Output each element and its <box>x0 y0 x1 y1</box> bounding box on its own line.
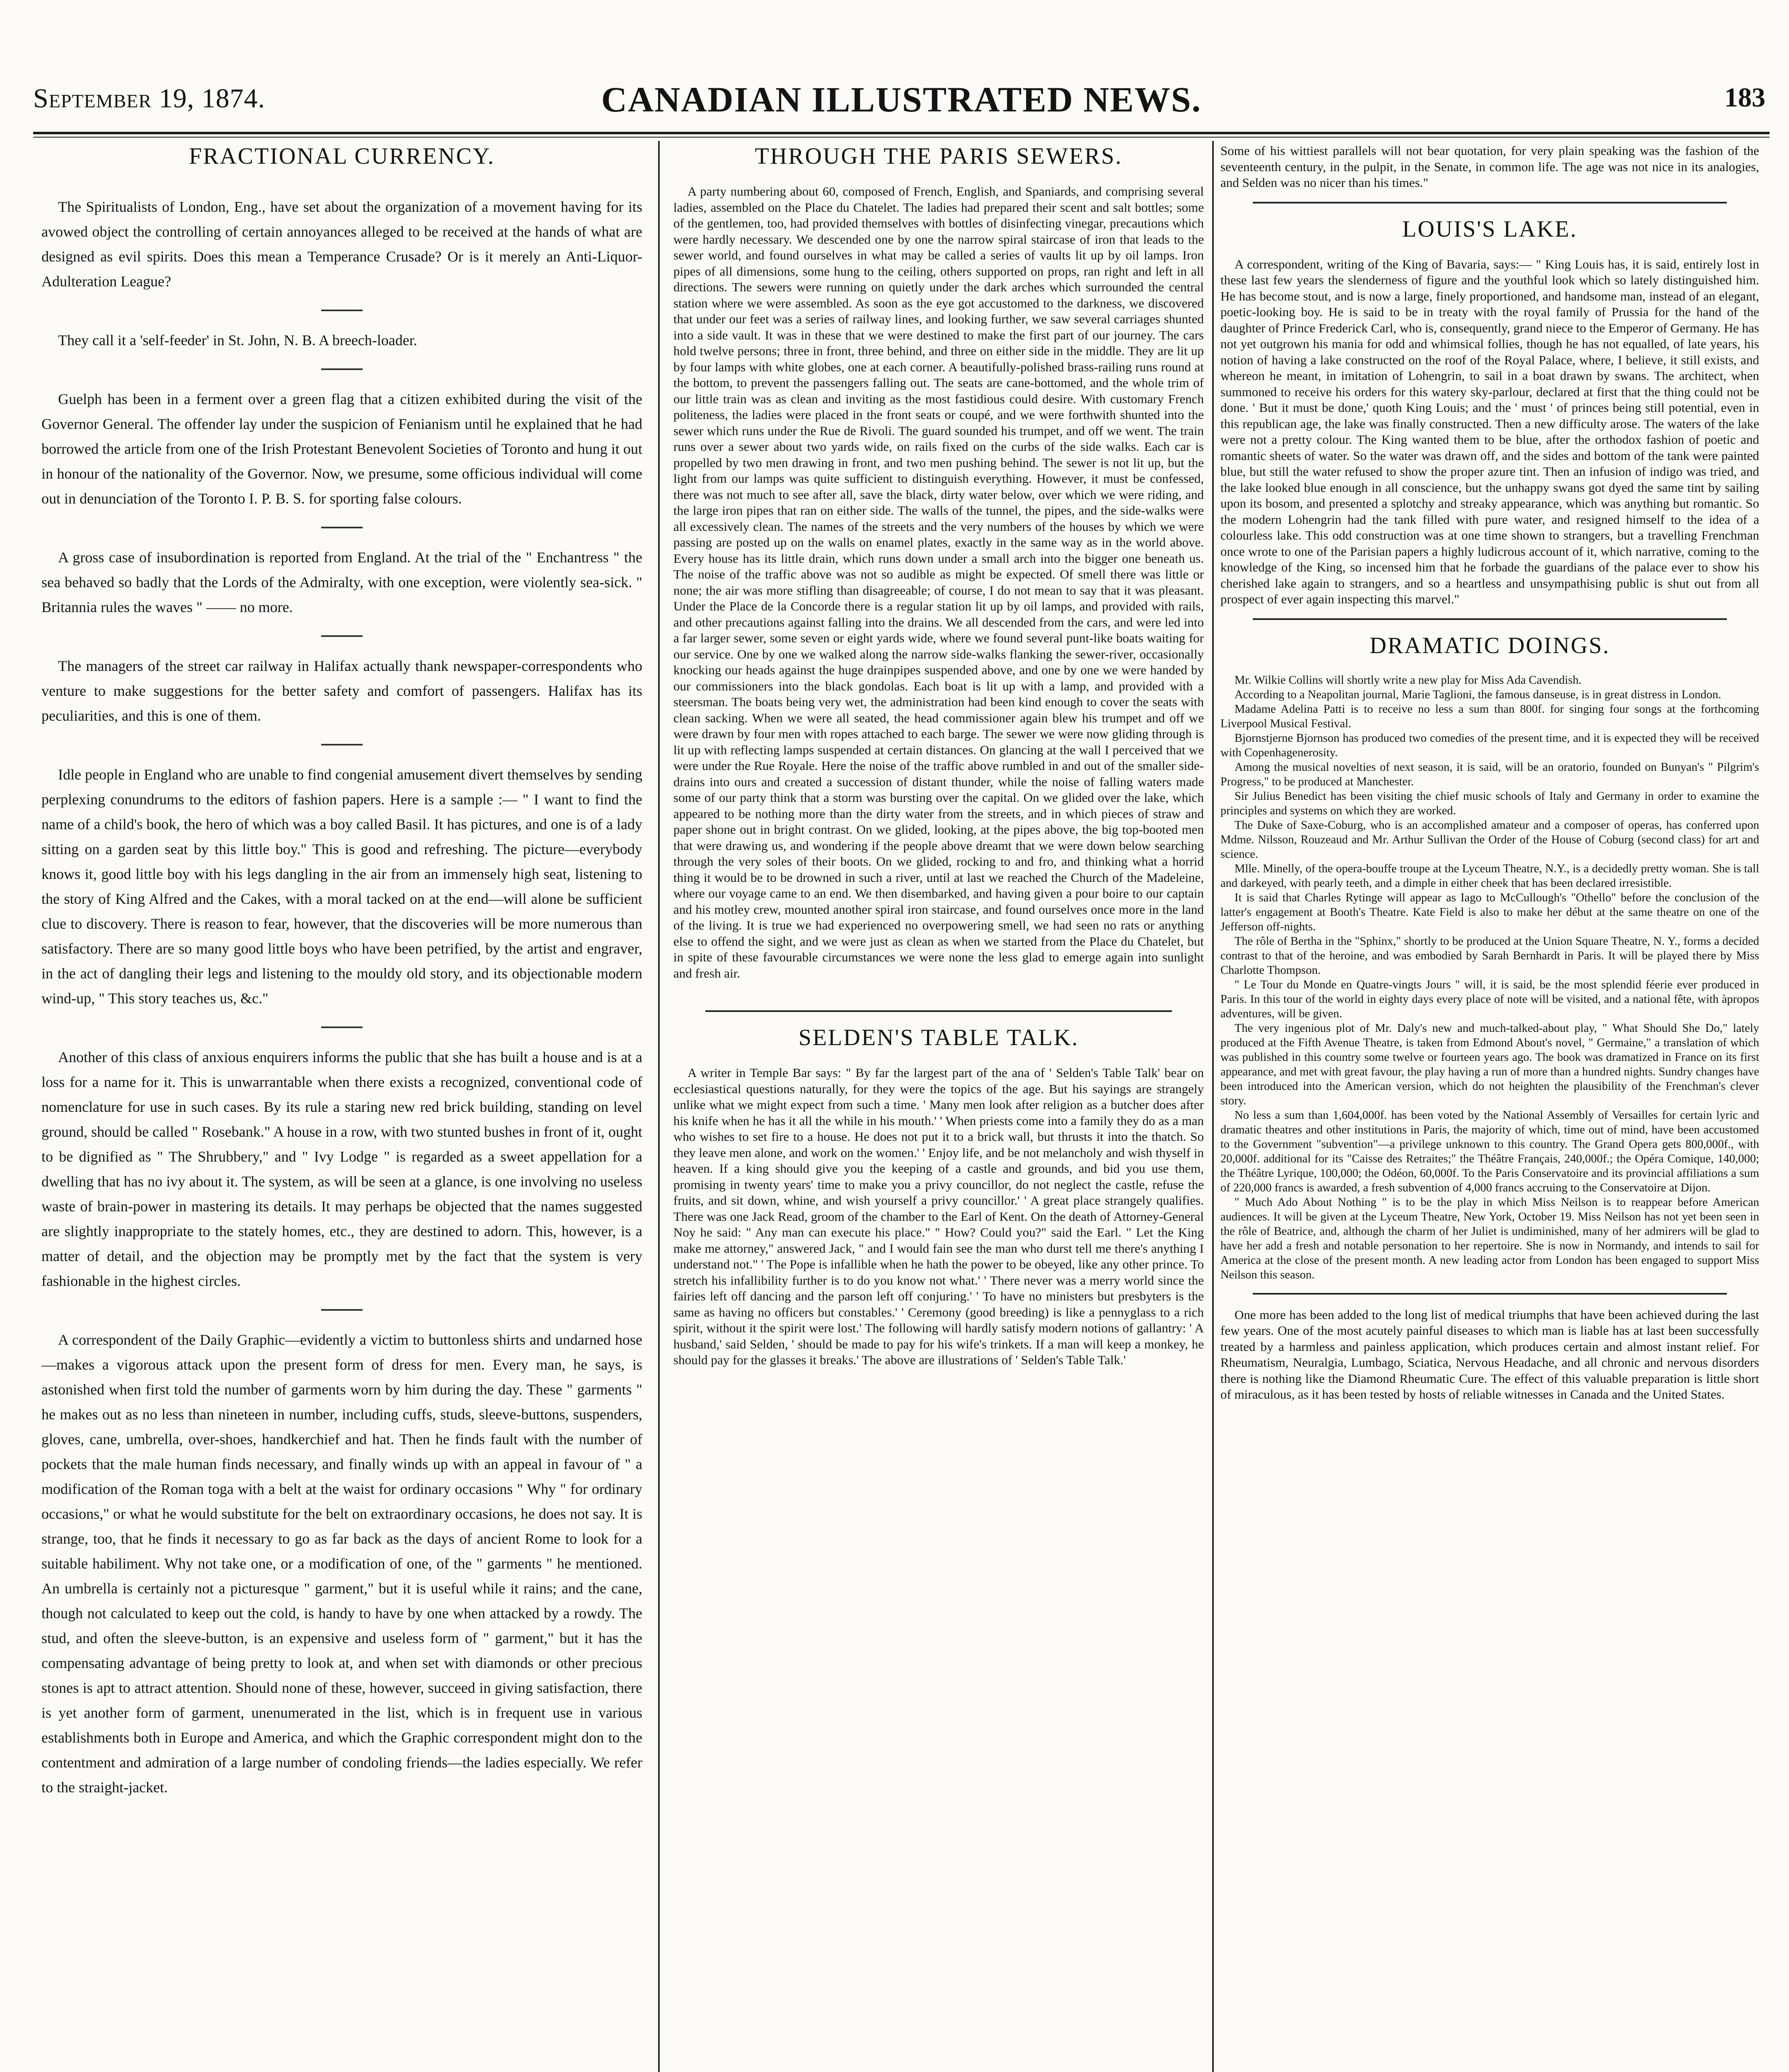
item-separator <box>321 635 363 637</box>
news-item: It is said that Charles Rytinge will appear as Iago to McCullough's "Othello" before the conclusion of the latter's engagement at Booth's Theatre. Kate Field is also to make her début at the same theatre on one of the Jefferson off-nights. <box>1220 891 1759 933</box>
article-paragraph: Guelph has been in a ferment over a green flag that a citizen exhibited during the visit of the Governor General. The offender lay under the suspicion of Fenianism until he explained that he had borrowed the article from one of the Irish Protestant Benevolent Societies of Toronto and hung it out in honour of the nationality of the Governor. Now, we presume, some officious individual will come out in denunciation of the Toronto I. P. B. S. for sporting false colours. <box>41 391 642 507</box>
section-rule <box>1253 1293 1727 1295</box>
fractional-currency-heading: FRACTIONAL CURRENCY. <box>189 143 495 169</box>
article-paragraph: A party numbering about 60, composed of French, English, and Spaniards, and comprising several ladies, assembled on the Place du Chatelet. The ladies had prepared their scent and salt bottles; some of the gentlemen, too, had provided themselves with bottles of disinfecting vinegar, precautions which were hardly necessary. We descended one by one the narrow spiral staircase of iron that leads to the sewer world, and found ourselves in what may be called a series of vaults lit up by oil lamps. Iron pipes of all dimensions, some hung to the ceiling, others supported on props, ran right and left in all directions. The sewers were running on quietly under the dark arches which surrounded the central station where we were assembled. As soon as the eye got accustomed to the darkness, we discovered that under our feet was a series of railway lines, and looking further, we saw several carriages shunted into a side vault. It was in these that we were destined to make the first part of our journey. The cars hold twelve persons; three in front, three behind, and three on either side in the middle. They are lit up by four lamps with white globes, one at each corner. A beautifully-polished brass-railing runs round at the bottom, to prevent the passengers falling out. The seats are cane-bottomed, and the whole trim of our little train was as clean and inviting as the most fastidious could desire. With customary French politeness, the ladies were placed in the front seats or coupé, and we were forthwith shunted into the sewer which runs under the Rue de Rivoli. The guard sounded his trumpet, and off we went. The train runs over a sewer about two yards wide, on rails fixed on the curbs of the side walks. Each car is propelled by two men drawing in front, and two men pushing behind. The sewer is not lit up, but the light from our lamps was quite sufficient to distinguish everything. However, it must be confessed, there was not much to see after all, save the black, dirty water below, over which we were riding, and the large iron pipes that ran on either side. The walls of the tunnel, the pipes, and the side-walks were all excessively clean. The names of the streets and the very numbers of the houses by which we were passing are posted up on the walls on enamel plates, exactly in the same way as in the world above. Every house has its little drain, which runs down under a small arch into the bigger one beneath us. The noise of the traffic above was not so audible as might be expected. Of smell there was little or none; the air was more stifling than disagreeable; of course, I do not mean to say that it was pleasant. Under the Place de la Concorde there is a regular station lit up by oil lamps, and provided with rails, and other precautions against falling into the drains. We all descended from the cars, and were led into a far larger sewer, some seven or eight yards wide, where we found several punt-like boats waiting for our service. One by one we walked along the narrow side-walks flanking the sewer-river, occasionally knocking our heads against the huge drainpipes suspended above, and one by one we were handed by our commissioners into the black gondolas. Each boat is lit up with a lamp, and provided with a steersman. The boats being very wet, the administration had been kind enough to cover the seats with clean sacking. When we were all seated, the head commissioner again blew his trumpet and off we were drawn by four men with ropes attached to each barge. The sewer we were now gliding through is lit up with reflecting lamps suspended at certain distances. On glancing at the wall I perceived that we were under the Rue Royale. Here the noise of the traffic above rumbled in and out of the smaller side-drains into ours and created a succession of distant thunder, while the noise of falling waters made some of our party think that a storm was bursting over the capital. On we glided over the lake, which appeared to be nothing more than the dirty water from the streets, and in which pieces of straw and paper shone out in bright contrast. On we glided, looking, at the pipes above, the big top-booted men that were drawing us, and wondering if the people above dreamt that we were down below searching through the very soles of their boots. On we glided, rocking to and fro, and thinking what a horrid thing it would be to be drowned in such a river, until at last we reached the Church of the Madeleine, where our voyage came to an end. We then disembarked, and having given a pour boire to our captain and his motley crew, mounted another spiral iron staircase, and found ourselves once more in the land of the living. It is true we had experienced no overpowering smell, we had seen no rats or anything else to offend the sight, and we were just as clean as when we started from the Place du Chatelet, but in spite of these favourable circumstances we were none the less glad to emerge again into sunlight and fresh air. <box>673 184 1204 980</box>
item-separator <box>321 527 363 528</box>
masthead <box>33 79 1770 128</box>
news-item: According to a Neapolitan journal, Marie Taglioni, the famous danseuse, is in great distress in London. <box>1235 688 1721 701</box>
issue-date: September 19, 1874. <box>33 83 265 114</box>
medical-notice: One more has been added to the long list of medical triumphs that have been achieved during the last few years. One of the most acutely painful diseases to which man is liable has at last been successfully treated by a harmless and painless application, which produces certain and almost instant relief. For Rheumatism, Neuralgia, Lumbago, Sciatica, Nervous Headache, and all chronic and nervous disorders there is nothing like the Diamond Rheumatic Cure. The effect of this valuable preparation is little short of miraculous, as it has been tested by hosts of reliable witnesses in Canada and the United States. <box>1220 1307 1759 1402</box>
item-separator <box>321 1309 363 1311</box>
news-item: " Much Ado About Nothing " is to be the play in which Miss Neilson is to reappear before American audiences. It will be given at the Lyceum Theatre, New York, October 19. Miss Neilson has not yet been seen in the rôle of Beatrice, and, although the charm of her Juliet is undiminished, many of her admirers will be glad to have her add a fresh and notable personation to her repertoire. She is now in Normandy, and intends to sail for America at the close of the present month. A new leading actor from London has been engaged to support Miss Neilson this season. <box>1220 1196 1759 1281</box>
page-number: 183 <box>1724 82 1765 113</box>
article-paragraph: A writer in Temple Bar says: " By far the largest part of the ana of ' Selden's Table Talk' bear on ecclesiastical questions naturally, for they were the topics of the age. But his sayings are strangely unlike what we might expect from such a time. ' Many men look after religion as a butcher does after his knife when he has it all the while in his mouth.' ' When priests come into a family they do as a man who wishes to set fire to a house. He does not put it to a brick wall, but thrusts it into the thatch. So they leave men alone, and work on the women.' ' Enjoy life, and be not melancholy and wish thyself in heaven. If a king should give you the keeping of a castle and grounds, and bid you use them, promising in twenty years' time to make you a privy councillor, do not neglect the castle, refuse the fruits, and sit down, whine, and wish yourself a privy councillor.' ' A great place strangely qualifies. There was one Jack Read, groom of the chamber to the Earl of Kent. On the death of Attorney-General Noy he said: " Any man can execute his place." " How? Could you?" said the Earl. " Let the King make me attorney," answered Jack, " and I would fain see the man who durst tell me there's anything I understand not." ' The Pope is infallible when he hath the power to be obeyed, like any other prince. To stretch his infallibility further is to do you know not what.' ' There never was a merry world since the fairies left off dancing and the parson left off conjuring.' ' To have no ministers but presbyters is the same as having no officers but constables.' ' Ceremony (good breeding) is like a pennyglass to a rich spirit, without it the spirit were lost.' The following will hardly satisfy modern notions of gallantry: ' A husband,' said Selden, ' should be made to pay for his wife's trinkets. If a man will keep a monkey, he should pay for the glasses it breaks.' The above are illustrations of ' Selden's Table Talk.' <box>673 1065 1204 1367</box>
article-continuation: Some of his wittiest parallels will not bear quotation, for very plain speaking was the fashion of the seventeenth century, in the pulpit, in the Senate, in common life. The age was not nice in its analogies, and Selden was no nicer than his times." <box>1220 143 1759 190</box>
section-rule <box>1253 202 1727 203</box>
news-item: The rôle of Bertha in the "Sphinx," shortly to be produced at the Union Square Theatre, N. Y., forms a decided contrast to that of the heroine, and was embodied by Sarah Bernhardt in Paris. It will be played there by Miss Charlotte Thompson. <box>1220 934 1759 977</box>
item-separator <box>321 368 363 370</box>
news-item: Mr. Wilkie Collins will shortly write a new play for Miss Ada Cavendish. <box>1235 673 1582 687</box>
column-1 <box>41 143 642 1800</box>
item-separator <box>321 1026 363 1028</box>
news-item: Bjornstjerne Bjornson has produced two comedies of the present time, and it is expected they will be received with Copenhagenerosity. <box>1220 731 1759 759</box>
item-separator <box>321 744 363 746</box>
item-separator <box>321 310 363 311</box>
section-rule <box>1253 618 1727 620</box>
article-paragraph: The managers of the street car railway in Halifax actually thank newspaper-correspondents who venture to make suggestions for the better safety and comfort of passengers. Halifax has its peculiarities, and this is one of them. <box>41 658 642 724</box>
news-item: Sir Julius Benedict has been visiting the chief music schools of Italy and Germany in order to examine the principles and systems on which they are worked. <box>1220 789 1759 817</box>
article-paragraph: The Spiritualists of London, Eng., have set about the organization of a movement having for its avowed object the controlling of certain annoyances alleged to be received at the hands of what are designed as evil spirits. Does this mean a Temperance Crusade? Or is it merely an Anti-Liquor-Adulteration League? <box>41 198 642 290</box>
section-rule <box>705 1010 1172 1012</box>
masthead-rule-thick <box>33 132 1770 134</box>
masthead-rule-thin <box>33 137 1770 138</box>
column-divider-2 <box>1212 141 1214 2072</box>
news-item: The Duke of Saxe-Coburg, who is an accomplished amateur and a composer of operas, has conferred upon Mdme. Nilsson, Rouzeaud and Mr. Arthur Sullivan the Order of the House of Coburg (second class) for art and science. <box>1220 818 1759 861</box>
article-paragraph: Another of this class of anxious enquirers informs the public that she has built a house and is at a loss for a name for it. This is unwarrantable when there exists a recognized, conventional code of nomenclature for use in such cases. By its rule a staring new red brick building, standing on level ground, should be called " Rosebank." A house in a row, with two stunted bushes in front of it, ought to be dignified as " The Shrubbery," and " Ivy Lodge " is regarded as a sweet appellation for a dwelling that has no ivy about it. The system, as will be seen at a glance, is one involving no useless waste of brain-power in mastering its details. It may perhaps be objected that the names suggested are slightly inappropriate to the stately homes, etc., they are destined to adorn. This, however, is a matter of detail, and the objection may be promptly met by the fact that the system is very fashionable in the highest circles. <box>41 1049 642 1289</box>
column-3 <box>1220 143 1759 1403</box>
article-paragraph: A gross case of insubordination is reported from England. At the trial of the " Enchantress " the sea behaved so badly that the Lords of the Admiralty, with one exception, were violently sea-sick. " Britannia rules the waves " —— no more. <box>41 549 642 615</box>
article-paragraph: A correspondent, writing of the King of Bavaria, says:— " King Louis has, it is said, entirely lost in these last few years the slenderness of figure and the youthful look which so lately distinguished him. He has become stout, and is now a large, finely proportioned, and handsome man, instead of an elegant, poetic-looking boy. He is said to be in treaty with the royal family of Prussia for the hand of the daughter of Prince Frederick Carl, who is, consequently, grand niece to the Emperor of Germany. He has not yet outgrown his mania for odd and whimsical follies, though he has not equalled, of late years, his notion of having a lake constructed on the roof of the Royal Palace, where, I believe, it still exists, and whereon he meant, in imitation of Lohengrin, to sail in a boat drawn by swans. The architect, when summoned to receive his orders for this watery sky-parlour, declared at first that the thing could not be done. ' But it must be done,' quoth King Louis; and the ' must ' of princes being still potential, even in this republican age, the lake was finally constructed. Then a new difficulty arose. The waters of the lake were not a pretty colour. The King wanted them to be blue, after the orthodox fashion of poetic and romantic sheets of water. So the water was drawn off, and the sides and bottom of the tank were painted blue, but still the water refused to show the proper azure tint. Then an infusion of indigo was tried, and the lake looked blue enough in all conscience, but the unhappy swans got dyed the same tint by sailing upon its bosom, and presented a splotchy and streaky appearance, which was anything but romantic. So the modern Lohengrin had the tank filled with pure water, and resigned himself to the idea of a colourless lake. This odd construction was at one time shown to strangers, but a travelling Frenchman once wrote to one of the Parisian papers a highly ludicrous account of it, which narrative, coming to the knowledge of the King, so incensed him that he forbade the guardians of the palace ever to show his cherished lake again to strangers, and so a heartless and unsympathising public is shut out from all prospect of ever again inspecting this marvel." <box>1220 257 1759 606</box>
article-paragraph: Idle people in England who are unable to find congenial amusement divert themselves by sending perplexing conundrums to the editors of fashion papers. Here is a sample :— " I want to find the name of a child's book, the hero of which was a boy called Basil. It has pictures, and one is of a lady sitting on a garden seat by this little boy." This is good and refreshing. The picture—everybody knows it, good little boy with his legs dangling in the air from an immensely high seat, listening to the story of King Alfred and the Cakes, with a moral tacked on at the end—will alone be sufficient clue to discovery. There is reason to fear, however, that the discoveries will be more numerous than satisfactory. There are so many good little boys who have been petrified, by the artist and engraver, in the act of dangling their legs and listening to the mouldy old story, and its objectionable modern wind-up, " This story teaches us, &c." <box>41 766 642 1007</box>
dramatic-items <box>1220 673 1759 1282</box>
news-item: The very ingenious plot of Mr. Daly's new and much-talked-about play, " What Should She Do," lately produced at the Fifth Avenue Theatre, is taken from Edmond About's novel, " Germaine," a translation of which was published in this country some twelve or fourteen years ago. The book was dramatized in France on its first appearance, and met with great favour, the play having a run of more than a hundred nights. Sundry changes have been introduced into the American version, which do not heighten the plausibility of the Frenchman's clever story. <box>1220 1021 1759 1107</box>
news-item: " Le Tour du Monde en Quatre-vingts Jours " will, it is said, be the most splendid féerie ever produced in Paris. In this tour of the world in eighty days every place of note will be visited, and a national fête, with àpropos adventures, will be given. <box>1220 978 1759 1020</box>
news-item: Among the musical novelties of next season, it is said, will be an oratorio, founded on Bunyan's " Pilgrim's Progress," to be produced at Manchester. <box>1220 760 1759 788</box>
newspaper-title: CANADIAN ILLUSTRATED NEWS. <box>601 80 1202 119</box>
dramatic-doings-heading: DRAMATIC DOINGS. <box>1369 632 1610 658</box>
seldens-table-talk-heading: SELDEN'S TABLE TALK. <box>798 1025 1079 1051</box>
news-item: Mlle. Minelly, of the opera-bouffe troupe at the Lyceum Theatre, N.Y., is a decidedly pretty woman. She is tall and darkeyed, with pearly teeth, and a dimple in either cheek that has been declared irresistible. <box>1220 862 1759 890</box>
article-paragraph: They call it a 'self-feeder' in St. John, N. B. A breech-loader. <box>58 332 417 349</box>
article-paragraph: A correspondent of the Daily Graphic—evidently a victim to buttonless shirts and undarned hose—makes a vigorous attack upon the present form of dress for men. Every man, he says, is astonished when first told the number of garments worn by him during the day. These " garments " he makes out as no less than nineteen in number, including cuffs, studs, sleeve-buttons, suspenders, gloves, cane, umbrella, over-shoes, handkerchief and hat. Then he finds fault with the number of pockets that the male human finds necessary, and finally winds up with an appeal in favour of " a modification of the Roman toga with a belt at the waist for ordinary occasions " Why " for ordinary occasions," or what he would substitute for the belt on extraordinary occasions, he does not say. It is strange, too, that he finds it necessary to go as far back as the days of ancient Rome to look for a suitable habiliment. Why not take one, or a modification of one, of the " garments " he mentioned. An umbrella is certainly not a picturesque " garment," but it is useful while it rains; and the cane, though not calculated to keep out the cold, is handy to have by one when attacked by a rowdy. The stud, and often the sleeve-button, is an expensive and useless form of " garment," but it has the compensating advantage of being pretty to look at, and when set with diamonds or other precious stones is apt to attract attention. Should none of these, however, succeed in giving satisfaction, there is yet another form of garment, unenumerated in the list, which is in frequent use in various establishments both in Europe and America, and which the Graphic correspondent might don to the contentment and admiration of a large number of condoling friends—the ladies especially. We refer to the straight-jacket. <box>41 1331 642 1796</box>
column-divider-1 <box>658 141 660 2072</box>
column-2 <box>673 143 1204 1368</box>
paris-sewers-heading: THROUGH THE PARIS SEWERS. <box>755 143 1123 169</box>
news-item: No less a sum than 1,604,000f. has been voted by the National Assembly of Versailles for certain lyric and dramatic theatres and other institutions in Paris, the majority of which, time out of mind, have been accustomed to the Government "subvention"—a privilege unknown to this country. The Grand Opera gets 800,000f., with 20,000f. additional for its "Caisse des Retraites;" the Théâtre Français, 240,000f.; the Opéra Comique, 140,000; the Théâtre Lyrique, 100,000; the Odéon, 60,000f. To the Paris Conservatoire and its provincial affiliations a sum of 220,000 francs is awarded, a fresh subvention of 4,000 francs accruing to the Conservatoire at Dijon. <box>1220 1109 1759 1194</box>
louiss-lake-heading: LOUIS'S LAKE. <box>1402 216 1578 242</box>
news-item: Madame Adelina Patti is to receive no less a sum than 800f. for singing four songs at the forthcoming Liverpool Musical Festival. <box>1220 702 1759 730</box>
